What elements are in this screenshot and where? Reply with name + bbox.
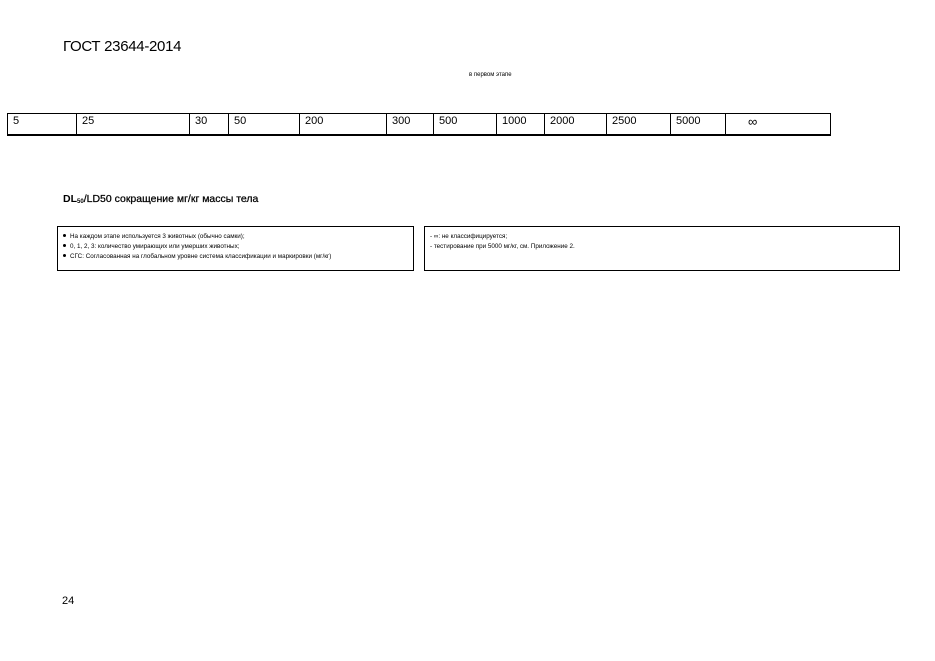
ld-heading-rest: /LD50 сокращение мг/кг массы тела [83,193,259,205]
list-item [63,242,413,252]
ld-heading-prefix: DL [63,193,77,205]
list-item: - тестирование при 5000 мг/кг, см. Приложение 2. [430,243,575,250]
table-cell: 30 [190,114,229,136]
table-cell: 2500 [607,114,671,136]
table-cell: 5000 [671,114,726,136]
infinity-cell: ∞ [726,114,831,136]
table-cell: 50 [229,114,300,136]
page-number: 24 [62,595,75,607]
table-cell: 5 [8,114,77,136]
list-item [63,232,413,242]
table-cell: 25 [77,114,190,136]
document-title: ГОСТ 23644-2014 [63,38,182,55]
table-cell: 300 [387,114,434,136]
bullet-icon [63,244,66,247]
table-cell: 200 [300,114,387,136]
note-text: 0, 1, 2, 3: количество умирающих или умерших животных; [70,243,240,250]
notes-box-left [57,226,414,271]
table-cell: 500 [434,114,497,136]
ld50-heading [63,193,258,205]
ld-heading-subscript: 50 [77,199,84,205]
list-item [63,252,413,262]
stage-caption: в первом этапе [469,72,512,78]
bullet-icon [63,234,66,237]
note-text: На каждом этапе используется 3 животных (обычно самки); [70,233,245,240]
bullet-icon [63,254,66,257]
table-cell: 2000 [545,114,607,136]
table-row [8,114,831,136]
note-text: СГС: Согласованная на глобальном уровне система классификации и маркировки (мг/кг) [70,253,332,260]
list-item: - ∞: не классифицируется; [430,233,508,240]
notes-box-right [424,226,900,271]
table-cell: 1000 [497,114,545,136]
dose-value-table [7,113,831,136]
